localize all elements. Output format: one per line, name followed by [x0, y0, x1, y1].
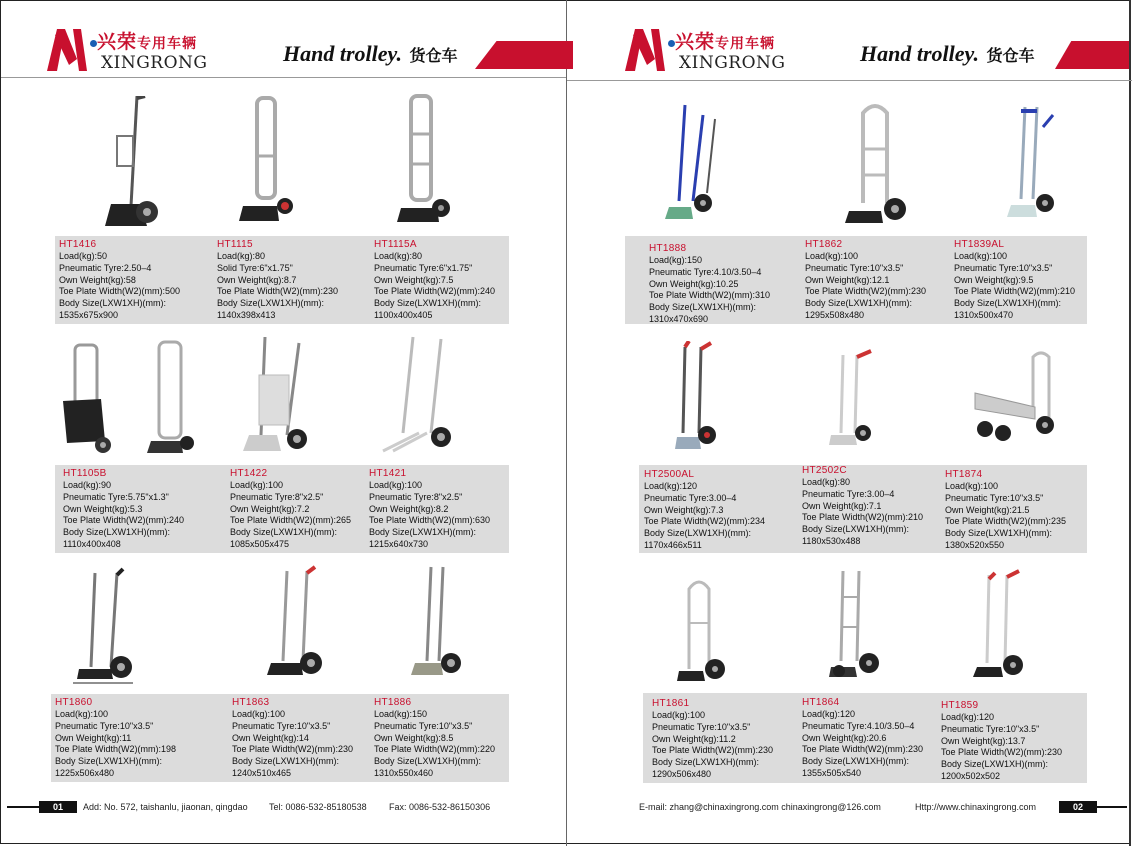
product-spec: 1180x530x488: [802, 535, 861, 546]
product-spec: Pneumatic Tyre:3.00–4: [802, 488, 895, 499]
trolley-image: [61, 341, 131, 456]
product-spec: Toe Plate Width(W2)(mm):230: [941, 747, 1063, 758]
product-spec: Own Weight(kg):20.6: [802, 732, 887, 743]
footer-website: Http://www.chinaxingrong.com: [915, 802, 1037, 812]
product-spec: Toe Plate Width(W2)(mm):230: [802, 744, 924, 755]
product-spec: Pneumatic Tyre:4.10/3.50–4: [649, 266, 762, 277]
product-spec: Own Weight(kg):10.25: [649, 278, 739, 289]
product-spec: Load(kg):100: [230, 480, 284, 490]
product-spec: Body Size(LXW1XH)(mm):: [802, 756, 910, 767]
product-card: [374, 239, 534, 322]
product-spec: Body Size(LXW1XH)(mm):: [374, 756, 482, 767]
product-card: [230, 468, 390, 551]
product-spec: Load(kg):90: [63, 480, 112, 490]
product-model: HT1859: [941, 700, 979, 711]
header-title: Hand trolley. 货仓车: [283, 41, 458, 66]
footer-rule: [1095, 806, 1127, 808]
product-spec: Body Size(LXW1XH)(mm):: [644, 528, 752, 539]
product-spec: Load(kg):80: [374, 251, 423, 261]
product-spec: Own Weight(kg):21.5: [945, 504, 1030, 515]
product-card: [649, 243, 809, 326]
product-spec: 1225x506x480: [55, 767, 115, 778]
product-spec: Body Size(LXW1XH)(mm):: [369, 527, 477, 538]
product-spec: Own Weight(kg):11.2: [652, 733, 736, 744]
trolley-image: [263, 565, 325, 681]
trolley-image: [393, 94, 455, 224]
trolley-image: [675, 573, 731, 685]
product-spec: 1215x640x730: [369, 538, 429, 549]
product-model: HT1421: [369, 468, 407, 479]
trolley-image: [1003, 103, 1063, 221]
product-model: HT1115: [217, 239, 253, 250]
header-rule: [1, 77, 566, 78]
trolley-image: [407, 565, 467, 681]
product-spec: Own Weight(kg):8.5: [374, 732, 454, 743]
product-card: [954, 239, 1114, 322]
product-spec: Pneumatic Tyre:6"x1.75": [374, 262, 473, 273]
product-spec: 1295x508x480: [805, 309, 865, 320]
trolley-image: [379, 333, 459, 455]
page-number: 01: [39, 801, 77, 813]
product-spec: 1110x400x408: [63, 538, 121, 549]
product-spec: Load(kg):120: [941, 712, 995, 722]
brand-logo: [47, 23, 217, 75]
product-card: [232, 697, 392, 780]
product-spec: Load(kg):120: [802, 709, 856, 719]
header-ribbon: [1055, 41, 1129, 69]
product-card: [802, 465, 962, 548]
product-spec: Load(kg):100: [232, 709, 286, 719]
product-model: HT1862: [805, 239, 843, 250]
product-spec: Load(kg):100: [954, 251, 1008, 261]
product-spec: Toe Plate Width(W2)(mm):210: [954, 286, 1076, 297]
page-number: 02: [1059, 801, 1097, 813]
page-footer: [1, 798, 566, 816]
product-spec: Toe Plate Width(W2)(mm):210: [802, 512, 924, 523]
footer-address: Add: No. 572, taishanlu, jiaonan, qingdao: [83, 802, 248, 812]
product-model: HT1888: [649, 243, 687, 254]
product-card: [374, 697, 534, 780]
product-model: HT1839AL: [954, 239, 1005, 250]
product-card: [63, 468, 223, 551]
product-spec: Body Size(LXW1XH)(mm):: [805, 298, 913, 309]
product-spec: Toe Plate Width(W2)(mm):230: [652, 745, 774, 756]
left-page: [1, 1, 566, 843]
trolley-image: [143, 339, 198, 456]
footer-email: E-mail: zhang@chinaxingrong.com chinaxingrong@126.com: [639, 802, 881, 812]
product-spec: Body Size(LXW1XH)(mm):: [232, 756, 340, 767]
product-spec: Body Size(LXW1XH)(mm):: [374, 298, 482, 309]
trolley-image: [827, 349, 883, 449]
product-spec: Pneumatic Tyre:10"x3.5": [232, 720, 331, 731]
footer-rule: [7, 806, 41, 808]
product-spec: Own Weight(kg):7.5: [374, 274, 454, 285]
trolley-image: [827, 567, 887, 683]
product-spec: Toe Plate Width(W2)(mm):220: [374, 744, 496, 755]
product-spec: Load(kg):80: [802, 477, 851, 487]
product-model: HT1115A: [374, 239, 417, 250]
product-spec: 1085x505x475: [230, 538, 290, 549]
product-spec: Pneumatic Tyre:10"x3.5": [55, 720, 154, 731]
product-spec: Pneumatic Tyre:10"x3.5": [805, 262, 904, 273]
brand-en: XINGRONG: [101, 53, 208, 73]
product-spec: Toe Plate Width(W2)(mm):234: [644, 516, 766, 527]
header-ribbon: [475, 41, 573, 69]
xingrong-logo-icon: [47, 25, 91, 71]
product-spec: Load(kg):100: [652, 710, 706, 720]
trolley-image: [73, 567, 135, 685]
product-model: HT1105B: [63, 468, 107, 479]
product-spec: Load(kg):150: [649, 255, 703, 265]
product-spec: Pneumatic Tyre:5.75"x1.3": [63, 491, 169, 502]
product-spec: Body Size(LXW1XH)(mm):: [945, 528, 1053, 539]
product-spec: Load(kg):120: [644, 481, 698, 491]
product-spec: Pneumatic Tyre:8"x2.5": [369, 491, 463, 502]
brand-en: XINGRONG: [679, 53, 786, 73]
product-spec: Solid Tyre:6"x1.75": [217, 262, 293, 273]
product-card: [652, 698, 812, 781]
product-spec: Body Size(LXW1XH)(mm):: [230, 527, 338, 538]
brand-cn: 兴荣专用车辆: [97, 31, 198, 53]
product-spec: Body Size(LXW1XH)(mm):: [63, 527, 171, 538]
product-spec: Load(kg):100: [805, 251, 859, 261]
product-spec: Own Weight(kg):13.7: [941, 735, 1026, 746]
trolley-image: [671, 341, 727, 453]
product-spec: Pneumatic Tyre:10"x3.5": [941, 723, 1040, 734]
product-model: HT1863: [232, 697, 270, 708]
brand-logo: [625, 23, 795, 75]
product-spec: 1140x398x413: [217, 309, 276, 320]
product-spec: Load(kg):100: [369, 480, 423, 490]
trolley-image: [97, 96, 167, 231]
logo-dot: [668, 40, 675, 47]
product-card: [59, 239, 219, 322]
product-spec: Pneumatic Tyre:2.50–4: [59, 262, 152, 273]
product-spec: 1290x506x480: [652, 768, 712, 779]
product-spec: Body Size(LXW1XH)(mm):: [802, 524, 910, 535]
product-spec: Own Weight(kg):7.2: [230, 503, 310, 514]
header-title: Hand trolley. 货仓车: [860, 41, 1035, 66]
product-spec: Body Size(LXW1XH)(mm):: [941, 759, 1049, 770]
logo-dot: [90, 40, 97, 47]
product-spec: 1355x505x540: [802, 767, 862, 778]
product-spec: 1100x400x405: [374, 309, 433, 320]
product-spec: Toe Plate Width(W2)(mm):310: [649, 290, 771, 301]
product-spec: 1170x466x511: [644, 539, 702, 550]
product-card: [805, 239, 965, 322]
product-spec: 1380x520x550: [945, 539, 1005, 550]
footer-tel: Tel: 0086-532-85180538: [269, 802, 367, 812]
product-spec: 1200x502x502: [941, 770, 1001, 781]
xingrong-logo-icon: [625, 25, 669, 71]
product-spec: Toe Plate Width(W2)(mm):500: [59, 286, 181, 297]
product-spec: Pneumatic Tyre:10"x3.5": [652, 721, 751, 732]
product-spec: Body Size(LXW1XH)(mm):: [59, 298, 167, 309]
product-spec: Toe Plate Width(W2)(mm):230: [232, 744, 354, 755]
product-spec: Pneumatic Tyre:8"x2.5": [230, 491, 324, 502]
product-spec: Own Weight(kg):58: [59, 274, 136, 285]
product-spec: Own Weight(kg):8.7: [217, 274, 297, 285]
product-spec: Own Weight(kg):12.1: [805, 274, 890, 285]
product-spec: Load(kg):150: [374, 709, 428, 719]
product-spec: Toe Plate Width(W2)(mm):240: [374, 286, 496, 297]
page-header: [567, 1, 1132, 81]
page-header: [1, 1, 566, 81]
product-spec: Pneumatic Tyre:10"x3.5": [954, 262, 1053, 273]
product-spec: Load(kg):50: [59, 251, 108, 261]
product-card: [55, 697, 215, 780]
product-spec: Own Weight(kg):7.1: [802, 500, 882, 511]
product-spec: Pneumatic Tyre:10"x3.5": [945, 492, 1044, 503]
product-spec: Toe Plate Width(W2)(mm):198: [55, 744, 177, 755]
product-spec: Toe Plate Width(W2)(mm):240: [63, 515, 185, 526]
product-spec: Toe Plate Width(W2)(mm):630: [369, 515, 491, 526]
page-footer: [567, 798, 1132, 816]
product-spec: Body Size(LXW1XH)(mm):: [954, 298, 1062, 309]
product-card: [945, 469, 1105, 552]
product-spec: Own Weight(kg):14: [232, 732, 309, 743]
product-model: HT1416: [59, 239, 97, 250]
product-spec: Own Weight(kg):7.3: [644, 504, 724, 515]
trolley-image: [973, 349, 1059, 447]
product-spec: Body Size(LXW1XH)(mm):: [652, 757, 760, 768]
product-spec: Own Weight(kg):8.2: [369, 503, 449, 514]
trolley-image: [241, 335, 311, 455]
product-model: HT1864: [802, 697, 840, 708]
product-card: [644, 469, 804, 552]
product-spec: 1310x550x460: [374, 767, 434, 778]
product-spec: Body Size(LXW1XH)(mm):: [649, 302, 757, 313]
product-model: HT1861: [652, 698, 690, 709]
brand-cn: 兴荣专用车辆: [675, 31, 776, 53]
product-spec: Own Weight(kg):9.5: [954, 274, 1034, 285]
product-spec: Pneumatic Tyre:10"x3.5": [374, 720, 473, 731]
product-model: HT1886: [374, 697, 412, 708]
product-spec: Toe Plate Width(W2)(mm):235: [945, 516, 1067, 527]
trolley-image: [843, 99, 908, 227]
product-card: [369, 468, 529, 551]
product-spec: Toe Plate Width(W2)(mm):230: [805, 286, 927, 297]
product-spec: Pneumatic Tyre:4.10/3.50–4: [802, 720, 915, 731]
footer-fax: Fax: 0086-532-86150306: [389, 802, 491, 812]
product-model: HT2502C: [802, 465, 847, 476]
product-spec: 1240x510x465: [232, 767, 292, 778]
trolley-image: [235, 96, 300, 224]
product-model: HT2500AL: [644, 469, 695, 480]
product-model: HT1860: [55, 697, 93, 708]
product-model: HT1874: [945, 469, 983, 480]
product-spec: 1535x675x900: [59, 309, 119, 320]
product-spec: Own Weight(kg):5.3: [63, 503, 143, 514]
product-spec: Body Size(LXW1XH)(mm):: [55, 756, 163, 767]
product-model: HT1422: [230, 468, 268, 479]
product-spec: 1310x500x470: [954, 309, 1014, 320]
product-spec: Load(kg):100: [945, 481, 999, 491]
product-spec: Load(kg):100: [55, 709, 109, 719]
product-card: [802, 697, 962, 780]
product-card: [217, 239, 377, 322]
product-spec: Toe Plate Width(W2)(mm):230: [217, 286, 339, 297]
trolley-image: [969, 569, 1029, 683]
trolley-image: [663, 101, 725, 223]
product-spec: 1310x470x690: [649, 313, 709, 324]
product-spec: Pneumatic Tyre:3.00–4: [644, 492, 737, 503]
product-spec: Body Size(LXW1XH)(mm):: [217, 298, 325, 309]
right-page: [567, 1, 1132, 843]
product-spec: Own Weight(kg):11: [55, 732, 132, 743]
product-spec: Load(kg):80: [217, 251, 266, 261]
header-rule: [567, 80, 1132, 81]
product-card: [941, 700, 1101, 783]
product-spec: Toe Plate Width(W2)(mm):265: [230, 515, 352, 526]
